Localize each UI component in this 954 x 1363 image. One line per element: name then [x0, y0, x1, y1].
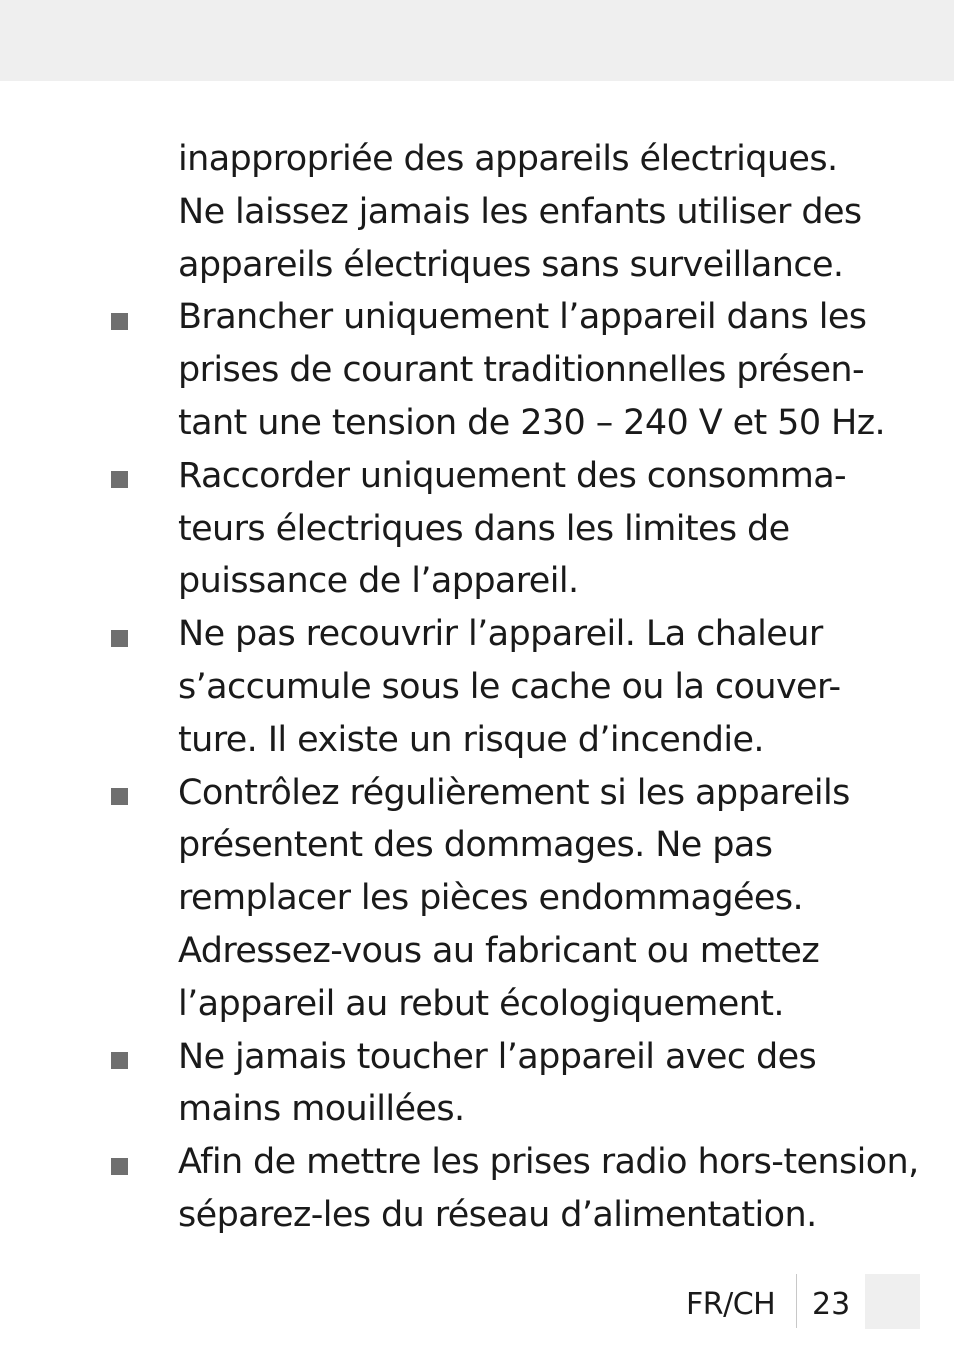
bullet-text: Brancher uniquement l’appareil dans les: [178, 297, 867, 338]
footer-tab-marker: [865, 1274, 920, 1329]
text-line: [178, 1031, 858, 1084]
text-line: mains mouillées.: [178, 1089, 465, 1130]
bullet-text: Raccorder uniquement des consomma-: [178, 455, 847, 496]
footer-language: FR/CH: [686, 1287, 776, 1322]
text-line: présentent des dommages. Ne pas: [178, 825, 773, 866]
footer-divider: [796, 1274, 797, 1328]
text-line: tant une tension de 230 – 240 V et 50 Hz.: [178, 402, 886, 443]
text-line: s’accumule sous le cache ou la couver-: [178, 666, 841, 707]
paragraph-continuation: [178, 133, 862, 291]
bullet-text: Ne pas recouvrir l’appareil. La chaleur: [178, 614, 823, 655]
bullet-item: [178, 291, 886, 449]
bullet-item: [178, 450, 858, 608]
header-band: [0, 0, 954, 81]
square-bullet-icon: [111, 1158, 128, 1175]
text-line: Ne laissez jamais les enfants utiliser des: [178, 191, 862, 232]
text-line: [178, 1136, 919, 1189]
square-bullet-icon: [111, 788, 128, 805]
bullet-text: Afin de mettre les prises radio hors-tension,: [178, 1142, 919, 1183]
text-line: prises de courant traditionnelles présen-: [178, 350, 864, 391]
square-bullet-icon: [111, 630, 128, 647]
text-line: [178, 291, 867, 344]
text-line: teurs électriques dans les limites de: [178, 508, 790, 549]
text-line: [178, 450, 858, 503]
text-line: puissance de l’appareil.: [178, 561, 579, 602]
text-line: remplacer les pièces endommagées.: [178, 878, 803, 919]
page-number: 23: [812, 1287, 851, 1322]
text-line: inappropriée des appareils électriques.: [178, 139, 838, 179]
bullet-item: [178, 608, 858, 766]
bullet-text: Ne jamais toucher l’appareil avec des: [178, 1036, 817, 1077]
bullet-item: [178, 1136, 919, 1242]
square-bullet-icon: [111, 313, 128, 330]
text-line: appareils électriques sans surveillance.: [178, 244, 844, 285]
safety-instructions: [178, 133, 919, 1242]
text-line: [178, 767, 858, 820]
text-line: ture. Il existe un risque d’incendie.: [178, 719, 764, 760]
bullet-item: [178, 767, 858, 1031]
text-line: [178, 608, 858, 661]
square-bullet-icon: [111, 471, 128, 488]
bullet-text: Contrôlez régulièrement si les appareils: [178, 772, 850, 813]
text-line: l’appareil au rebut écologiquement.: [178, 983, 784, 1024]
text-line: séparez-les du réseau d’alimentation.: [178, 1194, 817, 1235]
bullet-item: [178, 1031, 858, 1137]
square-bullet-icon: [111, 1052, 128, 1069]
text-line: Adressez-vous au fabricant ou mettez: [178, 930, 820, 971]
